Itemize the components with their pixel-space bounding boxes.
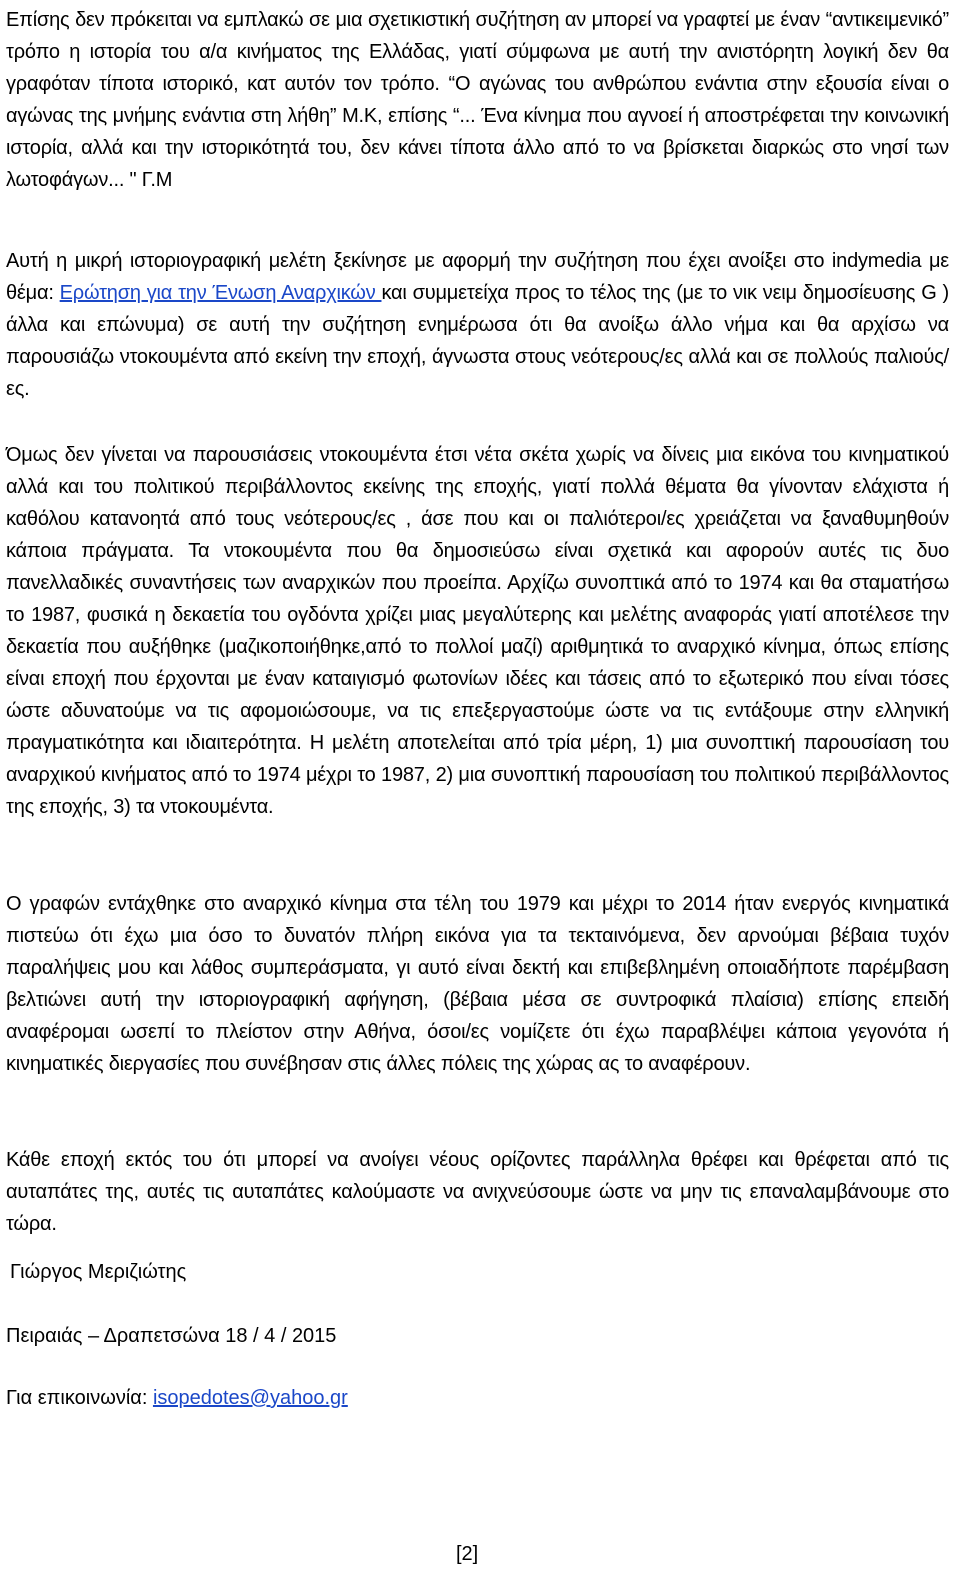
contact-label: Για επικοινωνία: [6, 1387, 153, 1409]
paragraph-author-background: Ο γραφών εντάχθηκε στο αναρχικό κίνημα στα τέλη του 1979 και μέχρι το 2014 ήταν ενεργός κινηματικά πιστεύω ότι έχω μια όσο το δυνατόν πλήρη εικόνα για τα τεκταινόμενα, δεν αρνούμαι βέβαια τυχόν παραλήψεις μου και λάθος συμπεράσματα, γι αυτό είναι δεκτή και επιβεβλημένη οποιαδήποτε παρέμβαση βελτιώνει αυτή την ιστοριογραφική αφήγηση, (βέβαια μέσα σε συντροφικά πλαίσια) επίσης επειδή αναφέρομαι ωσεπί το πλείστον στην Αθήνα, όσοι/ες νομίζετε ότι έχω παραβλέψει κάποια γεγονότα ή κινηματικές διεργασίες που συνέβησαν στις άλλες πόλεις της χώρας ας το αναφέρουν. [6, 893, 949, 1075]
paragraph-study-origin [6, 245, 949, 405]
place-and-date: Πειραιάς – Δραπετσώνα 18 / 4 / 2015 [6, 1325, 337, 1347]
paragraph-study-origin-text-before: Αυτή η μικρή ιστοριογραφική μελέτη ξεκίνησε με αφορμή την συζήτηση που έχει ανοίξει στο indymedia με θέμα: [6, 250, 949, 304]
paragraph-study-structure: Όμως δεν γίνεται να παρουσιάσεις ντοκουμέντα έτσι νέτα σκέτα χωρίς να δίνεις μια εικόνα του κινηματικού αλλά και του πολιτικού περιβάλλοντος εκείνης της εποχής, γιατί πολλά θέματα θα γίνονταν ελάχιστα ή καθόλου κατανοητά από τους νεότερους/ες , άσε που και οι παλιότεροι/ες χρειάζεται να ξαναθυμηθούν κάποια πράγματα. Τα ντοκουμέντα που θα δημοσιεύσω είναι σχετικά και αφορούν αυτές τις δυο πανελλαδικές συναντήσεις των αναρχικών που προείπα. Αρχίζω συνοπτικά από το 1974 και θα σταματήσω το 1987, φυσικά η δεκαετία του ογδόντα χρίζει μιας μεγαλύτερης και μελέτης αναφοράς γιατί αποτέλεσε την δεκαετία που αυξήθηκε (μαζικοποιήθηκε,από το πολλοί μαζί) αριθμητικά το αναρχικό κίνημα, όπως επίσης είναι εποχή που έρχονται με έναν καταιγισμό φωτονίων ιδέες και τάσεις από το εξωτερικό που είναι τόσες ώστε αδυνατούμε να τις αφομοιώσουμε, να τις επεξεργαστούμε ώστε να τις εντάξουμε στην ελληνική πραγματικότητα και ιδιαιτερότητα. Η μελέτη αποτελείται από τρία μέρη, 1) μια συνοπτική παρουσίαση του αναρχικού κινήματος από το 1974 μέχρι το 1987, 2) μια συνοπτική παρουσίαση του πολιτικού περιβάλλοντος της εποχής, 3) τα ντοκουμέντα. [6, 444, 949, 818]
contact-line [6, 1382, 348, 1414]
paragraph-intro: Επίσης δεν πρόκειται να εμπλακώ σε μια σχετικιστική συζήτηση αν μπορεί να γραφτεί με έναν “αντικειμενικό” τρόπο η ιστορία του α/α κινήματος της Ελλάδας, γιατί σύμφωνα με αυτή την ανιστόρητη λογική δεν θα γραφόταν τίποτα ιστορικό, κατ αυτόν τον τρόπο. “Ο αγώνας του ανθρώπου ενάντια στην εξουσία είναι ο αγώνας της μνήμης ενάντια στη λήθη” Μ.Κ, επίσης “... Ένα κίνημα που αγνοεί ή αποστρέφεται την κοινωνική ιστορία, αλλά και την ιστορικότητά του, δεν κάνει τίποτα άλλο από το να βρίσκεται διαρκώς στο νησί των λωτοφάγων... " Γ.Μ [6, 9, 949, 191]
page-number: [2] [456, 1543, 479, 1565]
paragraph-study-origin-text-after: και συμμετείχα προς το τέλος της (με το νικ νειμ δημοσίευσης G ) άλλα και επώνυμα) σε αυτή την συζήτηση ενημέρωσα ότι θα ανοίξω άλλο νήμα και θα αρχίσω να παρουσιάζω ντοκουμέντα από εκείνη την εποχή, άγνωστα στους νεότερους/ες αλλά και σε πολλούς παλιούς/ες. [6, 282, 949, 400]
author-signature: Γιώργος Μεριζιώτης [10, 1261, 187, 1283]
indymedia-topic-link[interactable]: Ερώτηση για την Ένωση Αναρχικών [59, 282, 382, 304]
paragraph-closing-thought: Κάθε εποχή εκτός του ότι μπορεί να ανοίγει νέους ορίζοντες παράλληλα θρέφει και θρέφεται από τις αυταπάτες της, αυτές τις αυταπάτες καλούμαστε να ανιχνεύσουμε ώστε να μην τις επαναλαμβάνουμε στο τώρα. [6, 1149, 949, 1235]
contact-email-link[interactable]: isopedotes@yahoo.gr [152, 1387, 348, 1409]
